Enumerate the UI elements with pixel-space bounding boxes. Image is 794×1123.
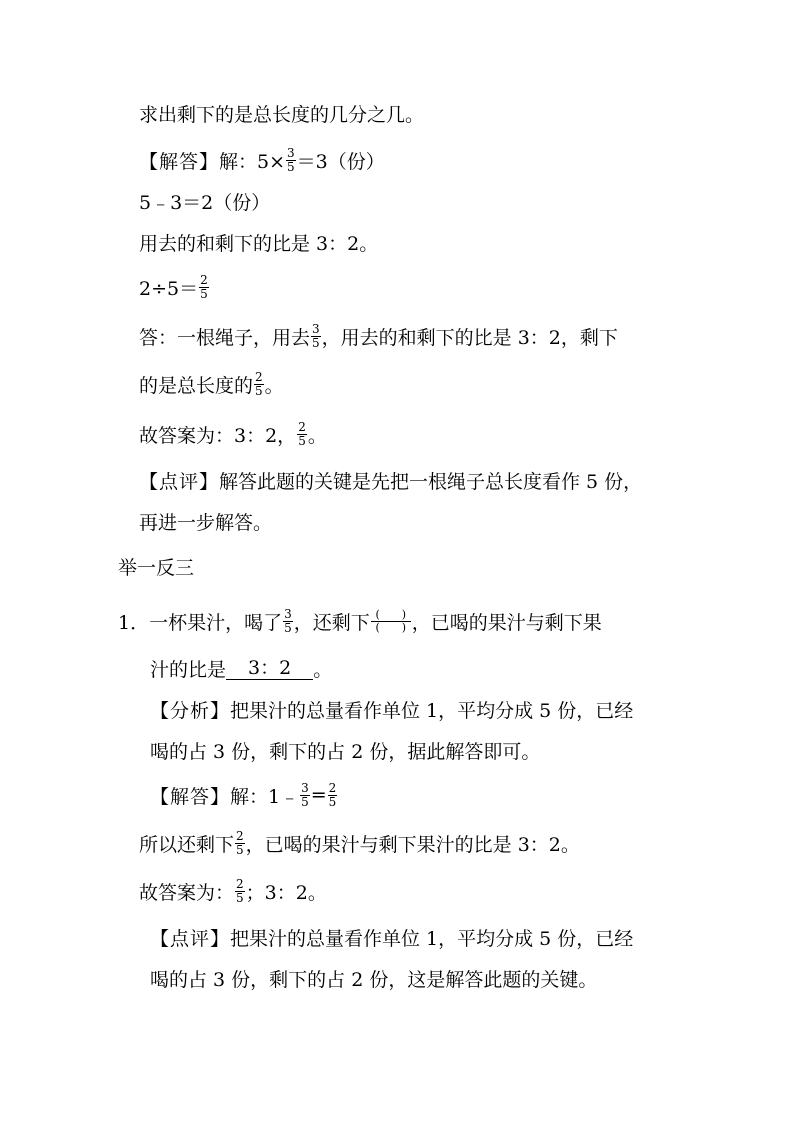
text-segment: 。: [264, 374, 284, 397]
denominator: 5: [236, 890, 244, 905]
text-segment: 2÷5＝: [139, 277, 199, 300]
analysis-line: [150, 734, 540, 766]
section-heading: [118, 550, 194, 582]
question-text: 1．一杯果汁，喝了: [118, 611, 283, 634]
text-segment: 答：一根绳子，用去: [139, 326, 311, 349]
text-segment: ；3：2。: [245, 881, 327, 904]
numerator: 2: [236, 876, 244, 891]
comment-line: [150, 962, 597, 994]
text-segment: 喝的占 3 份，剩下的占 2 份，这是解答此题的关键。: [150, 968, 598, 991]
answer-tag: 【解答】: [139, 150, 220, 173]
text-segment: 的是总长度的: [139, 374, 254, 397]
text-segment: 把果汁的总量看作单位 1，平均分成 5 份，已经: [230, 927, 634, 950]
question-line: [118, 605, 602, 637]
text-segment: =: [310, 784, 327, 806]
fraction: [254, 371, 264, 398]
text-segment: 5﹣3＝2（份）: [139, 191, 271, 214]
denominator: 5: [284, 620, 292, 635]
numerator: 2: [328, 780, 337, 795]
numerator: 2: [200, 272, 208, 287]
text-line: [139, 320, 618, 352]
text-line: [139, 505, 272, 537]
comment-tag: 【点评】: [150, 927, 231, 950]
text-line: [139, 97, 424, 129]
numerator: 2: [255, 369, 263, 384]
question-text: 。: [313, 658, 333, 681]
text-line: [139, 875, 327, 907]
text-segment: 解：5×: [219, 150, 286, 173]
denominator: 5: [287, 159, 295, 174]
numerator: 2: [298, 419, 306, 434]
text-line: [139, 418, 327, 450]
question-text: 汁的比是: [150, 658, 227, 681]
answer-line: [139, 144, 385, 176]
fraction: [235, 878, 245, 905]
fraction: [283, 608, 293, 635]
numerator: 3: [312, 321, 320, 336]
analysis-line: [150, 693, 633, 725]
text-segment: 再进一步解答。: [139, 511, 273, 534]
blank-fraction[interactable]: [371, 609, 411, 634]
comment-line: [150, 921, 633, 953]
fraction: [235, 830, 245, 857]
fraction: [300, 782, 310, 809]
fraction: [199, 274, 209, 301]
fraction: [286, 147, 296, 174]
blank-denominator[interactable]: ( ): [371, 621, 411, 634]
answer-tag: 【解答】: [150, 785, 231, 808]
analysis-tag: 【分析】: [150, 699, 231, 722]
text-segment: 求出剩下的是总长度的几分之几。: [139, 103, 425, 126]
question-text: ，还剩下: [293, 611, 370, 634]
denominator: 5: [200, 286, 208, 301]
text-segment: 解答此题的关键是先把一根绳子总长度看作 5 份，: [219, 470, 643, 493]
text-segment: ，用去的和剩下的比是 3：2，剩下: [321, 326, 618, 349]
section-title: 举一反三: [118, 556, 195, 579]
text-segment: 把果汁的总量看作单位 1，平均分成 5 份，已经: [230, 699, 634, 722]
text-segment: 故答案为：3：2，: [139, 424, 297, 447]
numerator: 2: [236, 828, 244, 843]
denominator: 5: [255, 383, 263, 398]
text-line: [139, 185, 270, 217]
text-segment: 。: [307, 424, 327, 447]
fraction: [297, 421, 307, 448]
equation-line: [139, 271, 210, 303]
answer-line: [150, 779, 338, 811]
comment-line: [139, 464, 642, 496]
text-segment: 喝的占 3 份，剩下的占 2 份，据此解答即可。: [150, 740, 541, 763]
numerator: 3: [287, 145, 295, 160]
blank-numerator[interactable]: ( ): [375, 607, 407, 621]
text-segment: 所以还剩下: [139, 833, 235, 856]
numerator: 3: [284, 606, 292, 621]
question-text: ，已喝的果汁与剩下果: [411, 611, 602, 634]
text-segment: 解：1﹣: [230, 785, 300, 808]
denominator: 5: [328, 794, 337, 809]
comment-tag: 【点评】: [139, 470, 220, 493]
text-segment: 用去的和剩下的比是 3：2。: [139, 232, 379, 255]
denominator: 5: [298, 433, 306, 448]
text-segment: ＝3（份）: [296, 150, 385, 173]
text-line: [139, 368, 284, 400]
text-line: [139, 827, 580, 859]
denominator: 5: [312, 335, 320, 350]
denominator: 5: [236, 842, 244, 857]
numerator: 3: [301, 780, 309, 795]
text-segment: ，已喝的果汁与剩下果汁的比是 3：2。: [245, 833, 580, 856]
fraction: [311, 323, 321, 350]
text-segment: 故答案为：: [139, 881, 235, 904]
question-line: [150, 652, 332, 684]
text-line: [139, 226, 378, 258]
fraction: [328, 782, 338, 809]
answer-blank[interactable]: 3：2: [226, 657, 313, 680]
denominator: 5: [301, 794, 309, 809]
